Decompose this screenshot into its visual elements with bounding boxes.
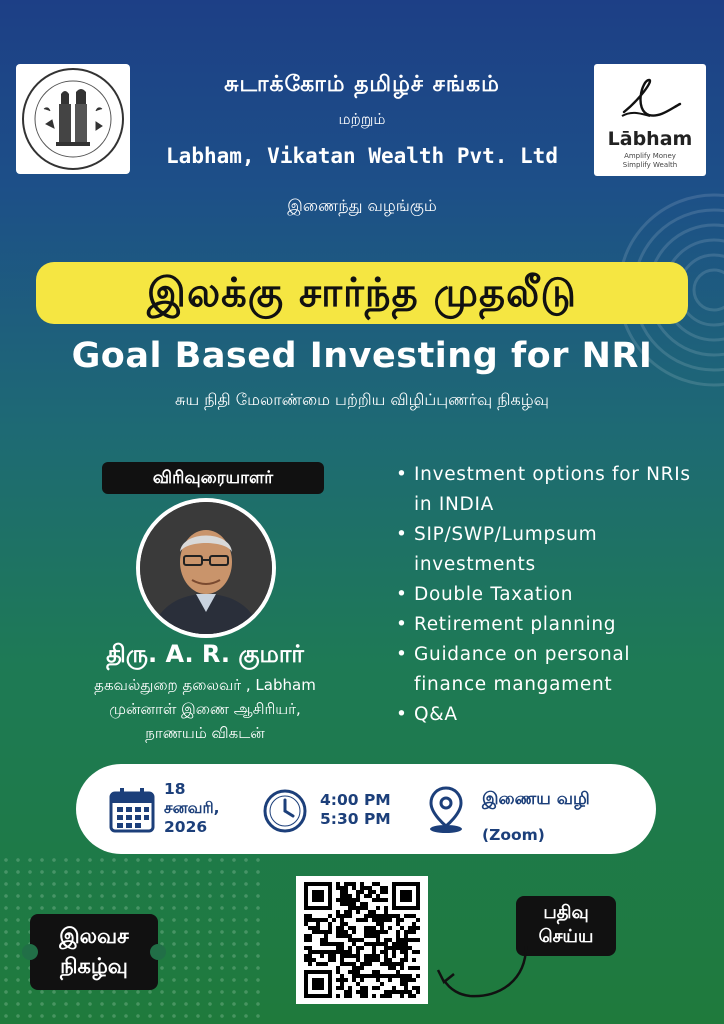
labham-tagline-2: Simplify Wealth [622,161,678,169]
labham-tagline-1: Amplify Money [624,152,676,160]
subtitle: சுய நிதி மேலாண்மை பற்றிய விழிப்புணர்வு நிகழ்வு [175,390,549,409]
labham-logo [594,64,706,176]
arrow-icon [430,940,540,1010]
free-event-line: இலவச [59,924,129,948]
location-pin-icon [426,784,466,834]
topic-item: • SIP/SWP/Lumpsum investments [396,520,706,580]
topic-item: • Q&A [396,700,706,730]
speaker-name: திரு. A. R. குமார் [106,640,304,668]
event-info-pill [76,764,656,854]
labham-brand: Lābham [607,128,693,150]
clock-icon [262,788,308,834]
presents-text: இணைந்து வழங்கும் [287,196,437,215]
event-mode: இணைய வழி [482,789,590,809]
event-time-start: 4:00 PM [320,791,391,809]
labham-script-icon [594,70,706,130]
free-event-line: நிகழ்வு [60,954,128,978]
sangam-logo [16,64,130,174]
speaker-role-line: தகவல்துறை தலைவர் , Labham [94,676,316,694]
register-line: செய்ய [538,926,594,947]
event-date-month: சனவரி, [164,799,220,817]
banner-title: இலக்கு சார்ந்த முதலீடு [36,262,688,324]
organizer-name-labham: Labham, Vikatan Wealth Pvt. Ltd [166,144,558,168]
speaker-photo [136,498,276,638]
calendar-icon [108,786,156,834]
free-event-ticket [30,914,158,990]
topic-list [396,460,706,730]
event-time-end: 5:30 PM [320,810,391,828]
topic-item: • Guidance on personal finance mangament [396,640,706,700]
event-date-day: 18 [164,780,186,798]
register-line: பதிவு [543,902,589,923]
speaker-tag: விரிவுரையாளர் [102,462,324,494]
topic-item: • Retirement planning [396,610,706,640]
topic-item: • Double Taxation [396,580,706,610]
topic-item: • Investment options for NRIs in INDIA [396,460,706,520]
english-title: Goal Based Investing for NRI [71,336,653,376]
speaker-role-line: நாணயம் விகடன் [145,724,265,742]
event-date-year: 2026 [164,818,208,836]
conjunction-text: மற்றும் [338,110,386,128]
qr-code[interactable] [296,876,428,1004]
event-platform: (Zoom) [482,826,545,844]
organizer-name-tamil: சுடாக்கோம் தமிழ்ச் சங்கம் [224,72,500,97]
speaker-role-line: முன்னாள் இணை ஆசிரியர், [109,700,301,718]
